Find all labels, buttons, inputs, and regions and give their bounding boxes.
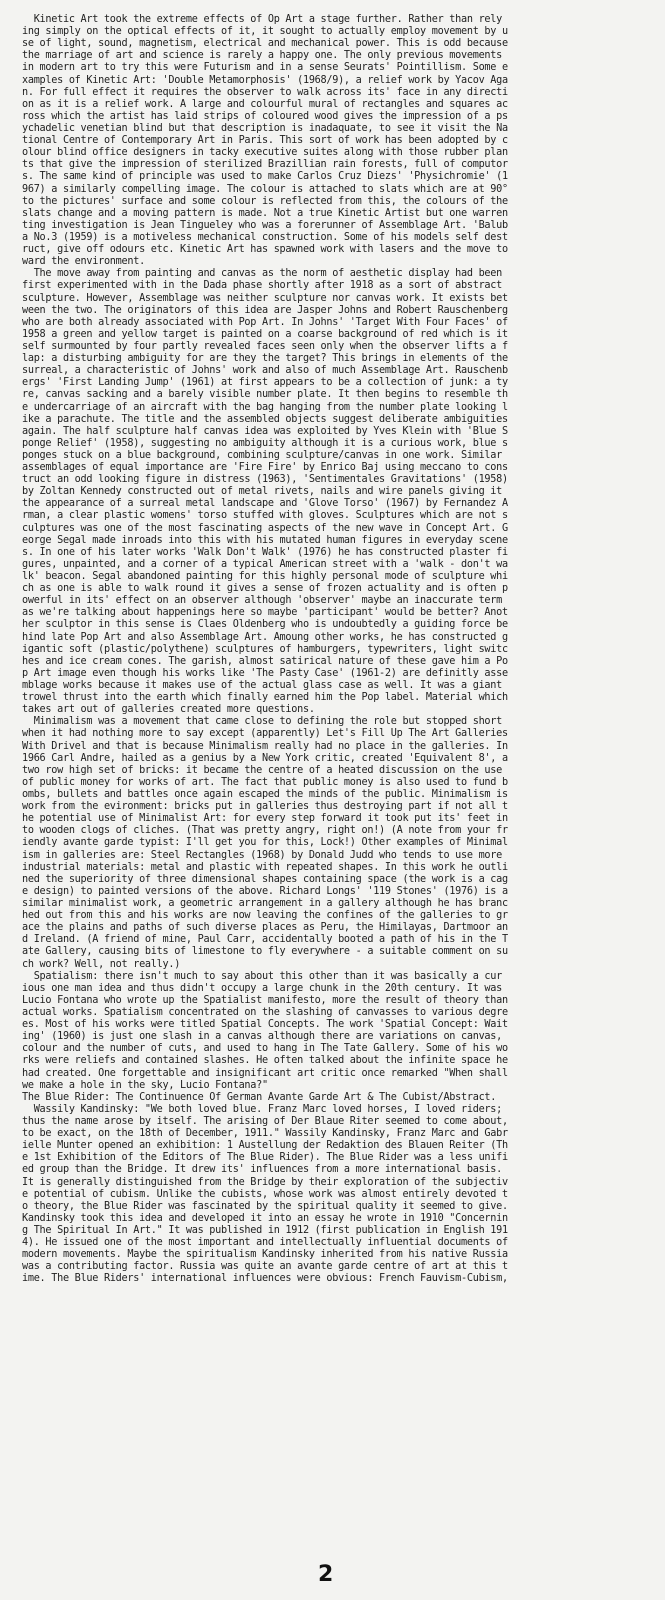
text-line: owerful in its' effect on an observer although 'observer' maybe an inaccurate term: [22, 595, 502, 607]
text-line: re, canvas sacking and a barely visible number plate. It then begins to resemble th: [22, 389, 508, 401]
text-line: ting investigation is Jean Tingueley who was a forerunner of Assemblage Art. 'Balub: [22, 219, 508, 231]
text-line: ned the superiority of three dimensional shapes containing space (the work is a cag: [22, 873, 508, 885]
text-line: ponge Relief' (1958), suggesting no ambiguity although it is a curious work, blue s: [22, 437, 508, 449]
text-line: was a contributing factor. Russia was quite an avante garde centre of art at this t: [22, 1261, 508, 1273]
text-line: Spatialism: there isn't much to say about this other than it was basically a cur: [22, 970, 502, 982]
text-line: ychadelic venetian blind but that description is inadaquate, to see it visit the Na: [22, 122, 508, 134]
text-line: eorge Segal made inroads into this with his mutated human figures in everyday scene: [22, 534, 508, 546]
text-line: surreal, a characteristic of Johns' work and also of much Assemblage Art. Rauschenb: [22, 365, 508, 377]
text-line: had created. One forgettable and insignificant art critic once remarked "When shall: [22, 1067, 508, 1079]
text-line: again. The half sculpture half canvas idea was exploited by Yves Klein with 'Blue S: [22, 425, 508, 437]
text-line: culptures was one of the most fascinating aspects of the new wave in Concept Art. G: [22, 522, 508, 534]
text-line: d Ireland. (A friend of mine, Paul Carr, accidentally booted a path of his in the T: [22, 934, 508, 946]
text-line: ate Gallery, causing bits of limestone to fly everywhere - a suitable comment on su: [22, 946, 508, 958]
text-line: thus the name arose by itself. The arising of Der Blaue Riter seemed to come about,: [22, 1115, 508, 1127]
text-line: work from the evironment: bricks put in galleries thus destroying part if not all t: [22, 801, 508, 813]
text-line: self surmounted by four partly revealed faces seen only when the observer lifts a f: [22, 340, 508, 352]
text-line: e design) to painted versions of the above. Richard Longs' '119 Stones' (1976) is a: [22, 885, 508, 897]
text-line: iendly avante garde typist: I'll get you for this, Lock!) Other examples of Minimal: [22, 837, 508, 849]
text-line: The move away from painting and canvas as the norm of aesthetic display had been: [22, 268, 502, 280]
text-line: ed group than the Bridge. It drew its' influences from a more international basis.: [22, 1164, 502, 1176]
text-line: ween the two. The originators of this idea are Jasper Johns and Robert Rauschenberg: [22, 304, 508, 316]
text-line: slats change and a moving pattern is made. Not a true Kinetic Artist but one warren: [22, 207, 508, 219]
text-line: p Art image even though his works like 'The Pasty Case' (1961-2) are definitly asse: [22, 667, 508, 679]
text-line: The Blue Rider: The Continuence Of German Avante Garde Art & The Cubist/Abstract.: [22, 1091, 497, 1103]
text-line: ts that give the impression of sterilized Brazillian rain forests, full of computor: [22, 159, 508, 171]
text-line: to wooden clogs of cliches. (That was pretty angry, right on!) (A note from your fr: [22, 825, 508, 837]
text-line: ponges stuck on a blue background, combining sculpture/canvas in one work. Similar: [22, 449, 502, 461]
text-line: a No.3 (1959) is a motiveless mechanical construction. Some of his models self dest: [22, 231, 508, 243]
text-line: es. Most of his works were titled Spatial Concepts. The work 'Spatial Concept: Wait: [22, 1019, 508, 1031]
text-line: igantic soft (plastic/polythene) sculptures of hamburgers, typewriters, light switc: [22, 643, 508, 655]
text-line: rks were reliefs and contained slashes. He often talked about the infinite space he: [22, 1055, 508, 1067]
text-line: Minimalism was a movement that came close to defining the role but stopped short: [22, 716, 502, 728]
text-line: ike a parachute. The title and the assembled objects suggest deliberate ambiguities: [22, 413, 508, 425]
text-line: similar minimalist work, a geometric arrangement in a gallery although he has branc: [22, 897, 508, 909]
text-line: ace the plains and paths of such diverse places as Peru, the Himilayas, Dartmoor an: [22, 922, 508, 934]
text-line: when it had nothing more to say except (apparently) Let's Fill Up The Art Galleries: [22, 728, 508, 740]
text-line: as we're talking about happenings here so maybe 'participant' would be better? Anot: [22, 607, 508, 619]
text-line: ergs' 'First Landing Jump' (1961) at first appears to be a collection of junk: a ty: [22, 377, 508, 389]
text-line: we make a hole in the sky, Lucio Fontana?": [22, 1079, 268, 1091]
body-text: [22, 14, 658, 1285]
text-line: lap: a disturbing ambiguity for are they the target? This brings in elements of the: [22, 353, 508, 365]
text-line: ruct, give off odours etc. Kinetic Art has spawned work with lasers and the move to: [22, 244, 508, 256]
text-line: hind late Pop Art and also Assemblage Art. Amoung other works, he has constructed g: [22, 631, 508, 643]
text-line: sculpture. However, Assemblage was neither sculpture nor canvas work. It exists bet: [22, 292, 508, 304]
text-line: 1958 a green and yellow target is painted on a coarse background of red which is it: [22, 328, 508, 340]
text-line: to the pictures' surface and some colour is reflected from this, the colours of the: [22, 195, 508, 207]
text-line: Kinetic Art took the extreme effects of Op Art a stage further. Rather than rely: [22, 14, 502, 25]
text-line: ward the environment.: [22, 256, 145, 268]
text-line: mblage works because it makes use of the actual glass case as well. It was a giant: [22, 680, 502, 692]
text-line: With Drivel and that is because Minimalism really had no place in the galleries. In: [22, 740, 508, 752]
page-number: 2: [318, 1562, 334, 1587]
text-line: xamples of Kinetic Art: 'Double Metamorphosis' (1968/9), a relief work by Yacov Aga: [22, 74, 508, 86]
text-line: by Zoltan Kennedy constructed out of metal rivets, nails and wire panels giving it: [22, 486, 502, 498]
text-line: n. For full effect it requires the observer to walk across its' face in any directi: [22, 86, 508, 98]
text-line: her sculptor in this sense is Claes Oldenberg who is undoubtedly a guiding force be: [22, 619, 508, 631]
text-line: ism in galleries are: Steel Rectangles (1968) by Donald Judd who tends to use more: [22, 849, 502, 861]
text-line: e potential of cubism. Unlike the cubists, whose work was almost entirely devoted t: [22, 1188, 508, 1200]
text-line: g The Spiritual In Art." It was published in 1912 (first publication in English 191: [22, 1224, 508, 1236]
text-line: he potential use of Minimalist Art: for every step forward it took put its' feet in: [22, 813, 508, 825]
text-line: 1966 Carl Andre, hailed as a genius by a New York critic, created 'Equivalent 8', a: [22, 752, 508, 764]
text-line: the appearance of a surreal metal landscape and 'Glove Torso' (1967) by Fernandez A: [22, 498, 508, 510]
text-line: modern movements. Maybe the spiritualism Kandinsky inherited from his native Russia: [22, 1249, 508, 1261]
text-line: Lucio Fontana who wrote up the Spatialist manifesto, more the result of theory than: [22, 994, 508, 1006]
text-line: 4). He issued one of the most important and intellectually influential documents of: [22, 1237, 508, 1249]
text-line: who are both already associated with Pop Art. In Johns' 'Target With Four Faces' of: [22, 316, 508, 328]
text-line: olour blind office designers in tacky executive suites along with those rubber plan: [22, 147, 508, 159]
text-line: ch as one is able to walk round it gives a sense of frozen actuality and is often p: [22, 583, 508, 595]
text-line: e undercarriage of an aircraft with the bag hanging from the number plate looking l: [22, 401, 508, 413]
text-line: ross which the artist has laid strips of coloured wood gives the impression of a ps: [22, 110, 508, 122]
text-line: to be exact, on the 18th of December, 1911." Wassily Kandinsky, Franz Marc and Gabr: [22, 1128, 508, 1140]
text-line: truct an odd looking figure in distress (1963), 'Sentimentales Gravitations' (1958): [22, 474, 508, 486]
text-line: Wassily Kandinsky: "We both loved blue. Franz Marc loved horses, I loved riders;: [22, 1103, 502, 1115]
text-line: hes and ice cream cones. The garish, almost satirical nature of these gave him a Po: [22, 655, 508, 667]
text-line: ch work? Well, not really.): [22, 958, 181, 970]
text-line: ombs, bullets and battles once again escaped the minds of the public. Minimalism is: [22, 789, 508, 800]
text-line: industrial materials: metal and plastic with repeated shapes. In this work he outli: [22, 861, 508, 873]
text-line: s. In one of his later works 'Walk Don't Walk' (1976) he has constructed plaster fi: [22, 546, 508, 558]
text-line: lk' beacon. Segal abandoned painting for this highly personal mode of sculpture whi: [22, 571, 508, 583]
text-line: actual works. Spatialism concentrated on the slashing of canvasses to various degre: [22, 1006, 508, 1018]
text-line: two row high set of bricks: it became the centre of a heated discussion on the use: [22, 764, 502, 776]
text-line: ious one man idea and thus didn't occupy a large chunk in the 20th century. It was: [22, 982, 502, 994]
text-line: tional Centre of Contemporary Art in Paris. This sort of work has been adopted by c: [22, 135, 508, 147]
text-line: se of light, sound, magnetism, electrical and mechanical power. This is odd because: [22, 38, 508, 50]
text-line: rman, a clear plastic womens' torso stuffed with gloves. Sculptures which are not s: [22, 510, 508, 522]
text-line: It is generally distinguished from the Bridge by their exploration of the subjectiv: [22, 1176, 508, 1188]
text-line: ielle Munter opened an exhibition: 1 Austellung der Redaktion des Blauen Reiter (Th: [22, 1140, 508, 1152]
text-line: e 1st Exhibition of the Editors of The Blue Rider). The Blue Rider was a less unifi: [22, 1152, 508, 1164]
text-line: assemblages of equal importance are 'Fire Fire' by Enrico Baj using meccano to cons: [22, 462, 508, 474]
text-line: takes art out of galleries created more questions.: [22, 704, 315, 716]
text-line: Kandinsky took this idea and developed it into an essay he wrote in 1910 "Concernin: [22, 1212, 508, 1224]
text-line: first experimented with in the Dada phase shortly after 1918 as a sort of abstract: [22, 280, 502, 292]
text-line: colour and the number of cuts, and used to hang in The Tate Gallery. Some of his wo: [22, 1043, 508, 1055]
text-line: ing simply on the optical effects of it, it sought to actually employ movement by u: [22, 26, 508, 38]
text-line: trowel thrust into the earth which finally earned him the Pop label. Material which: [22, 692, 508, 704]
text-line: ing' (1960) is just one slash in a canvas although there are variations on canvas,: [22, 1031, 502, 1043]
text-line: s. The same kind of principle was used to make Carlos Cruz Diezs' 'Physichromie' (1: [22, 171, 508, 183]
text-line: ime. The Blue Riders' international influences were obvious: French Fauvism-Cubism,: [22, 1273, 508, 1285]
text-line: on as it is a relief work. A large and colourful mural of rectangles and squares ac: [22, 98, 508, 110]
text-line: of public money for works of art. The fact that public money is also used to fund b: [22, 776, 508, 788]
text-line: hed out from this and his works are now leaving the confines of the galleries to gr: [22, 910, 508, 922]
text-line: 967) a similarly compelling image. The colour is attached to slats which are at 90°: [22, 183, 508, 195]
text-line: gures, unpainted, and a corner of a typical American street with a 'walk - don't wa: [22, 558, 508, 570]
text-line: o theory, the Blue Rider was fascinated by the spiritual quality it seemed to give.: [22, 1200, 508, 1212]
text-line: in modern art to try this were Futurism and in a sense Seurats' Pointillism. Some e: [22, 62, 508, 74]
text-line: the marriage of art and science is rarely a happy one. The only previous movements: [22, 50, 502, 62]
